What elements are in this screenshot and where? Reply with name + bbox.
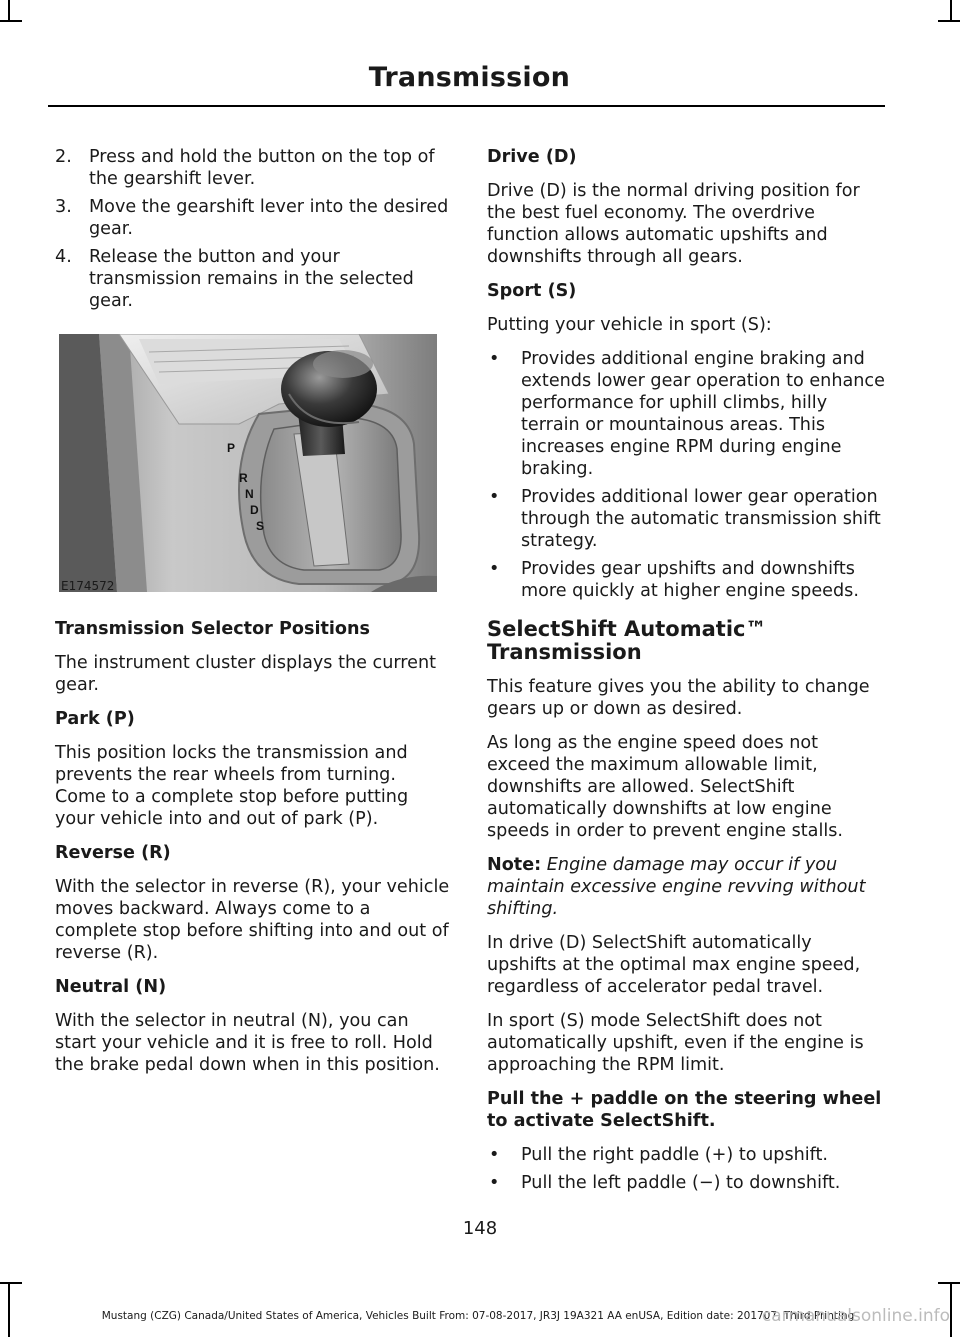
crop-mark-top-right-v <box>950 0 952 22</box>
left-column <box>55 146 450 1088</box>
drive-text: Drive (D) is the normal driving position for the best fuel economy. The overdrive function allows automatic upshifts and downshifts through all gears. <box>487 181 860 267</box>
gear-letter: P <box>227 441 236 455</box>
crop-mark-bottom-right-v <box>950 1282 952 1337</box>
step-number: 3. <box>55 197 72 217</box>
gearshift-illustration <box>59 334 437 592</box>
step-item <box>55 246 450 312</box>
list-item: • Pull the left paddle (−) to downshift. <box>487 1172 885 1194</box>
note-text: Engine damage may occur if you maintain excessive engine revving without shifting. <box>487 855 866 919</box>
step-text: Move the gearshift lever into the desired gear. <box>89 197 449 239</box>
step-text: Press and hold the button on the top of the gearshift lever. <box>89 147 435 189</box>
crop-mark-bottom-left-v <box>8 1282 10 1337</box>
step-item <box>55 196 450 240</box>
paddle-heading: Pull the + paddle on the steering wheel to activate SelectShift. <box>487 1089 882 1131</box>
footer-info: Mustang (CZG) Canada/United States of America, Vehicles Built From: 07-08-2017, JR3J 19A321 AA enUSA, Edition date: 201707, Third Printing <box>101 1310 855 1322</box>
crop-mark-top-right-h <box>938 20 960 22</box>
crop-mark-bottom-right-h <box>938 1282 960 1284</box>
step-item <box>55 146 450 190</box>
sport-intro: Putting your vehicle in sport (S): <box>487 315 772 335</box>
park-text: This position locks the transmission and prevents the rear wheels from turning. Come to a complete stop before putting your vehicle into and out of park (P). <box>55 743 409 829</box>
gearshift-console-image <box>59 334 437 592</box>
watermark: carmanualsonline.info <box>761 1306 950 1326</box>
park-heading: Park (P) <box>55 709 135 729</box>
gear-letter: D <box>250 503 259 517</box>
note-label: Note: <box>487 855 542 875</box>
drive-heading: Drive (D) <box>487 147 577 167</box>
gear-letter: R <box>239 471 248 485</box>
neutral-heading: Neutral (N) <box>55 977 167 997</box>
drive-selectshift-text: In drive (D) SelectShift automatically upshifts at the optimal max engine speed, regardless of accelerator pedal travel. <box>487 933 861 997</box>
list-item: • Pull the right paddle (+) to upshift. <box>487 1144 885 1166</box>
right-column <box>487 146 885 1200</box>
page-number: 148 <box>462 1218 498 1239</box>
list-item: • Provides additional engine braking and extends lower gear operation to enhance performance for uphill climbs, hilly terrain or mountainous areas. This increases engine RPM during engine braking. <box>487 348 885 480</box>
reverse-heading: Reverse (R) <box>55 843 171 863</box>
crop-mark-top-left-h <box>0 20 22 22</box>
page-title: Transmission <box>368 62 570 93</box>
list-item: • Provides additional lower gear operation through the automatic transmission shift strategy. <box>487 486 885 552</box>
sport-selectshift-text: In sport (S) mode SelectShift does not automatically upshift, even if the engine is approaching the RPM limit. <box>487 1011 864 1075</box>
neutral-text: With the selector in neutral (N), you can start your vehicle and it is free to roll. Hold the brake pedal down when in this position. <box>55 1011 440 1075</box>
figure-code: E174572 <box>61 579 115 592</box>
gear-letter: N <box>245 487 254 501</box>
steps-list <box>55 146 450 312</box>
sport-heading: Sport (S) <box>487 281 577 301</box>
selectshift-p1: This feature gives you the ability to change gears up or down as desired. <box>487 677 870 719</box>
selectshift-heading: SelectShift Automatic™ Transmission <box>487 617 767 664</box>
crop-mark-top-left-v <box>8 0 10 22</box>
reverse-text: With the selector in reverse (R), your vehicle moves backward. Always come to a complete stop before shifting into and out of reverse (R). <box>55 877 450 963</box>
list-item: • Provides gear upshifts and downshifts more quickly at higher engine speeds. <box>487 558 885 602</box>
selector-positions-text: The instrument cluster displays the current gear. <box>55 653 436 695</box>
sport-bullet-list <box>487 348 885 602</box>
step-number: 4. <box>55 247 72 267</box>
note <box>487 854 885 920</box>
selectshift-p2: As long as the engine speed does not exceed the maximum allowable limit, downshifts are allowed. SelectShift automatically downshifts at low engine speeds in order to prevent engine stalls. <box>487 733 843 841</box>
step-number: 2. <box>55 147 72 167</box>
step-text: Release the button and your transmission remains in the selected gear. <box>89 247 414 311</box>
crop-mark-bottom-left-h <box>0 1282 22 1284</box>
gear-letter: S <box>256 519 265 533</box>
header-rule <box>48 105 885 107</box>
selector-positions-heading: Transmission Selector Positions <box>55 619 370 639</box>
paddle-bullet-list <box>487 1144 885 1194</box>
